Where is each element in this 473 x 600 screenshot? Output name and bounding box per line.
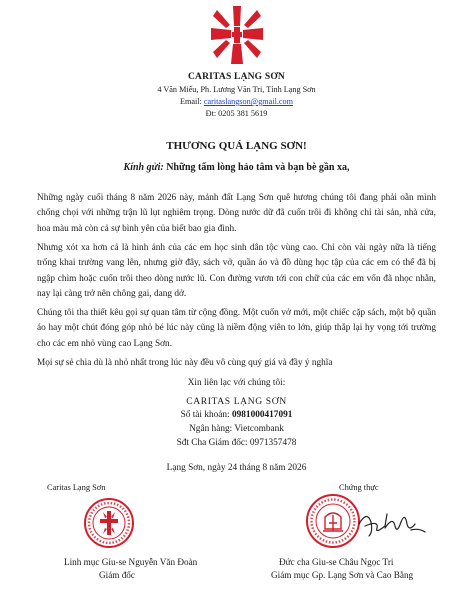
paragraph-3: Chúng tôi tha thiết kêu gọi sự quan tâm từ cộng đồng. Một cuốn vở mới, một chiếc cặp sách, một bộ quần áo hay một chút đóng góp nhỏ bé lúc này cũng là niềm động viên to lớn, giúp thắp lại hy vọng tới trường cho các em nhỏ vùng cao Lạng Sơn.	[37, 308, 436, 349]
left-signatory-role: Giám đốc	[99, 570, 135, 580]
email-link[interactable]: caritaslangson@gmail.com	[203, 97, 294, 106]
paragraph-2: Nhưng xót xa hơn cả là hình ảnh của các em học sinh dân tộc vùng cao. Chỉ còn vài ngày nữa là tiếng trống khai trường vang lên, nhưng giờ đây, sách vở, quần áo và đồ dùng học tập của các em có thể đã bị ngập chìm hoặc cuốn trôi theo dòng nước lũ. Con đường vươn tới con chữ của các em vốn đã nhọc nhằn, nay lại càng trở nên chông gai, dang dở.	[37, 243, 436, 300]
salutation	[0, 162, 473, 173]
right-signatory-name: Đức cha Giu-se Châu Ngọc Tri	[279, 557, 394, 567]
left-signatory-name: Linh mục Giu-se Nguyễn Văn Đoàn	[64, 557, 198, 567]
salutation-text: Những tấm lòng hảo tâm và bạn bè gần xa,	[163, 162, 350, 173]
signature-icon	[355, 502, 427, 540]
contact-account	[0, 410, 473, 420]
paragraph-1: Những ngày cuối tháng 8 năm 2026 này, mảnh đất Lạng Sơn quê hương chúng tôi đang phải oằn mình chống chọi với những trận lũ lụt nghiêm trọng. Dòng nước dữ đã cuốn trôi đi không chỉ tài sản, nhà cửa, hoa màu mà còn cả sự bình yên của biết bao gia đình.	[37, 193, 436, 234]
org-email-line	[0, 97, 473, 106]
org-address: 4 Văn Miếu, Ph. Lương Văn Tri, Tỉnh Lạng Sơn	[157, 85, 316, 94]
left-signature-label: Caritas Lạng Sơn	[47, 483, 106, 492]
right-signatory-role: Giám mục Gp. Lạng Sơn và Cao Bằng	[271, 570, 414, 580]
right-seal-icon	[305, 493, 361, 549]
account-label: Số tài khoản:	[180, 410, 232, 420]
right-signature-label: Chứng thực	[339, 483, 379, 492]
contact-org: CARITAS LẠNG SƠN	[186, 396, 287, 407]
org-phone: Đt: 0205 381 5619	[205, 109, 268, 118]
salutation-label: Kính gửi:	[123, 162, 164, 173]
letter-title: THƯƠNG QUÁ LẠNG SƠN!	[166, 140, 307, 152]
org-name: CARITAS LẠNG SƠN	[188, 72, 285, 82]
email-label: Email:	[179, 97, 204, 106]
contact-intro: Xin liên lạc với chúng tôi:	[187, 378, 286, 388]
caritas-logo-icon	[211, 6, 263, 64]
contact-phone: Sđt Cha Giám đốc: 0971357478	[176, 438, 297, 448]
contact-bank: Ngân hàng: Vietcombank	[189, 424, 284, 434]
paragraph-4: Mọi sự sẻ chia dù là nhỏ nhất trong lúc này đều vô cùng quý giá và đầy ý nghĩa	[37, 358, 333, 368]
left-seal-icon	[83, 497, 135, 549]
account-number: 0981000417091	[231, 410, 293, 420]
letter-date: Lạng Sơn, ngày 24 tháng 8 năm 2026	[166, 463, 307, 473]
